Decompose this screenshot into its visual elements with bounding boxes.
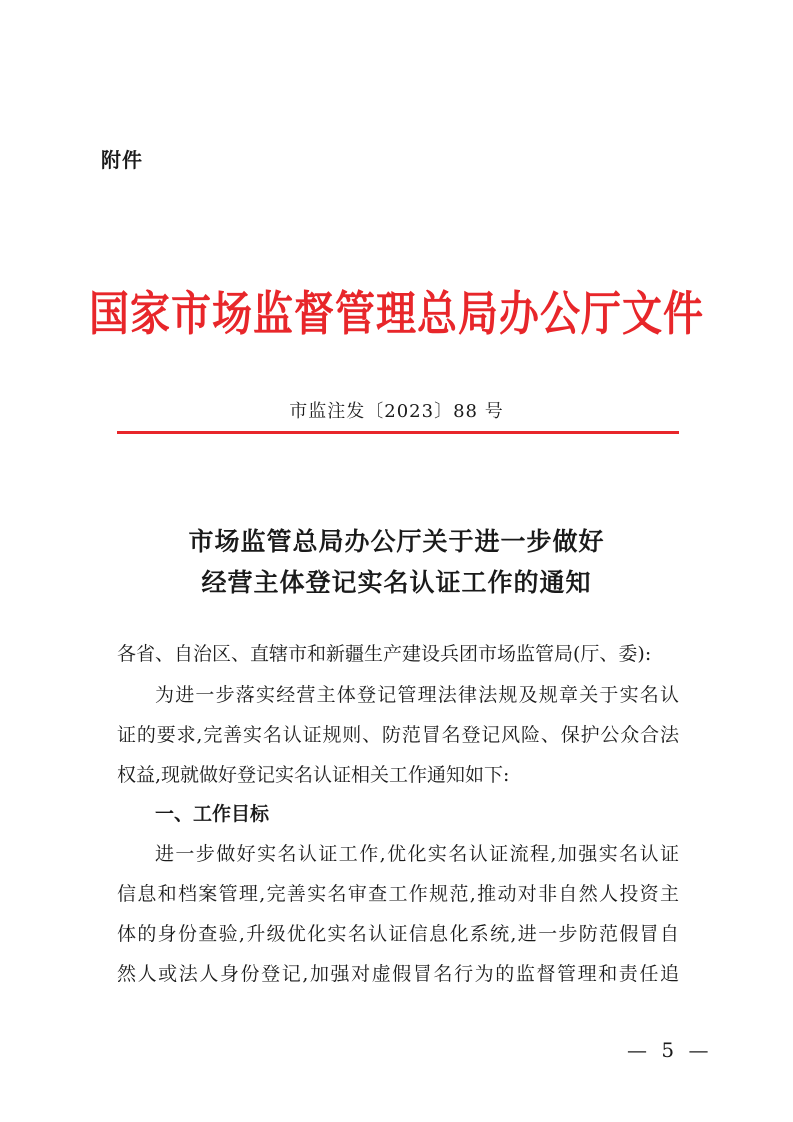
red-divider-line (117, 431, 679, 434)
document-number: 市监注发〔2023〕88 号 (289, 401, 504, 422)
section-line: 然人或法人身份登记,加强对虚假冒名行为的监督管理和责任追 (117, 963, 679, 985)
section-line: 体的身份查验,升级优化实名认证信息化系统,进一步防范假冒自 (117, 923, 679, 945)
issuer-header: 国家市场监督管理总局办公厅文件 (89, 287, 704, 342)
notice-title-line-1: 市场监管总局办公厅关于进一步做好 (188, 527, 605, 556)
intro-line: 权益,现就做好登记实名认证相关工作通知如下: (117, 764, 510, 786)
intro-line: 证的要求,完善实名认证规则、防范冒名登记风险、保护公众合法 (117, 724, 679, 746)
section-heading: 一、工作目标 (155, 803, 270, 825)
section-line: 信息和档案管理,完善实名审查工作规范,推动对非自然人投资主 (117, 883, 679, 905)
section-line: 进一步做好实名认证工作,优化实名认证流程,加强实名认证 (155, 843, 679, 865)
intro-line: 为进一步落实经营主体登记管理法律法规及规章关于实名认 (155, 684, 679, 706)
attachment-label: 附件 (101, 148, 143, 172)
notice-title-line-2: 经营主体登记实名认证工作的通知 (201, 568, 592, 597)
salutation: 各省、自治区、直辖市和新疆生产建设兵团市场监管局(厅、委): (117, 643, 652, 665)
page-number: — 5 — (627, 1038, 713, 1062)
